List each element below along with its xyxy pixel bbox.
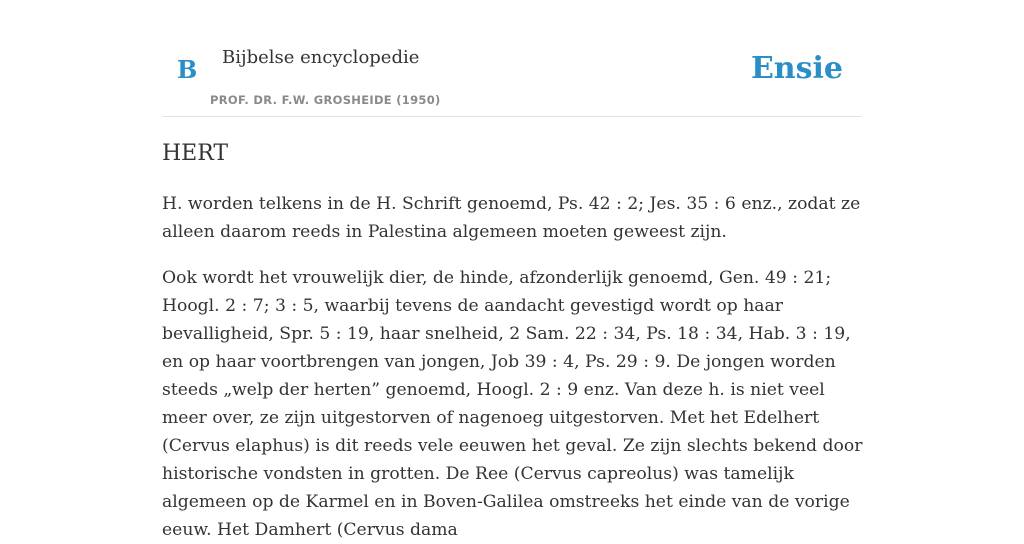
book-title-link[interactable]: Bijbelse encyclopedie bbox=[222, 47, 420, 68]
entry-title: HERT bbox=[162, 141, 229, 166]
article-content bbox=[162, 138, 866, 544]
article-paragraph: H. worden telkens in de H. Schrift genoemd, Ps. 42 : 2; Jes. 35 : 6 enz., zodat ze alleen daarom reeds in Palestina algemeen moeten geweest zijn. bbox=[162, 194, 861, 242]
book-logo-letter[interactable]: B bbox=[177, 55, 198, 84]
author-credit: PROF. DR. F.W. GROSHEIDE (1950) bbox=[210, 93, 441, 107]
ensie-logo-link[interactable]: Ensie bbox=[750, 51, 843, 86]
header bbox=[162, 0, 862, 117]
article-paragraph: Ook wordt het vrouwelijk dier, de hinde, afzonderlijk genoemd, Gen. 49 : 21; Hoogl. 2 : 7; 3 : 5, waarbij tevens de aandacht gevestigd wordt op haar bevalligheid, Spr. 5 : 19, haar snelheid, 2 Sam. 22 : 34, Ps. 18 : 34, Hab. 3 : 19, en op haar voortbrengen van jongen, Job 39 : 4, Ps. 29 : 9. De jongen worden steeds „welp der herten” genoemd, Hoogl. 2 : 9 enz. Van deze h. is niet veel meer over, ze zijn uitgestorven of nagenoeg uitgestorven. Met het Edelhert (Cervus elaphus) is dit reeds vele eeuwen het geval. Ze zijn slechts bekend door historische vondsten in grotten. De Ree (Cervus capreolus) was tamelijk algemeen op de Karmel en in Boven-Galilea omstreeks het einde van de vorige eeuw. Het Damhert (Cervus dama bbox=[162, 268, 863, 540]
